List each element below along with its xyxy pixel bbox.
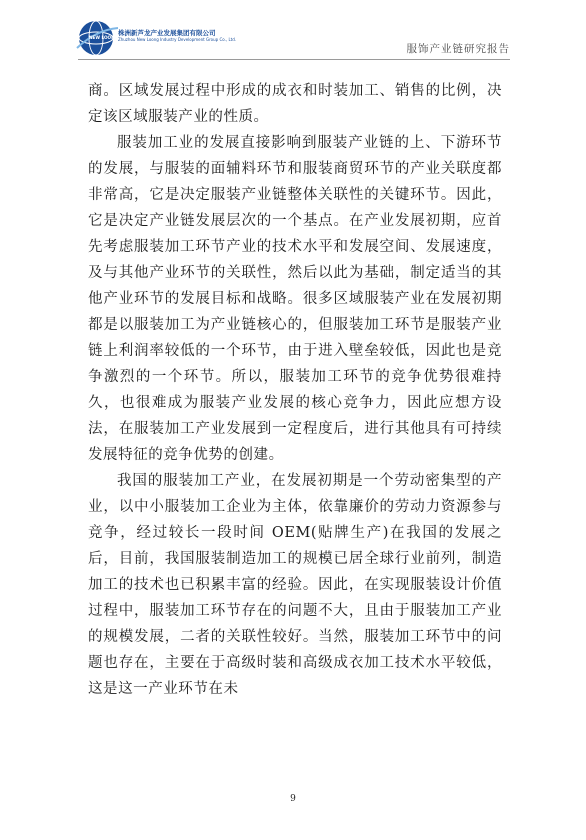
report-title: 服饰产业链研究报告 [406, 43, 510, 55]
header-divider [78, 59, 510, 60]
document-body [88, 78, 502, 702]
paragraph-china-processing-industry: 我国的服装加工产业，在发展初期是一个劳动密集型的产业，以中小服装加工企业为主体，依靠廉价的劳动力资源参与竞争，经过较长一段时间 OEM(贴牌生产)在我国的发展之后，目前，我国服装制造加工的规模已居全球行业前列，制造加工的技术也已积累丰富的经验。因此，在实现服装设计价值过程中，服装加工环节存在的问题不大，且由于服装加工产业的规模发展，二者的关联性较好。当然，服装加工环节中的问题也存在，主要在于高级时装和高级成衣加工技术水平较低，这是这一产业环节在未 [88, 473, 502, 697]
globe-logo-icon [74, 18, 137, 60]
paragraph-garment-processing: 服装加工业的发展直接影响到服装产业链的上、下游环节的发展，与服装的面辅料环节和服装商贸环节的产业关联度都非常高，它是决定服装产业链整体关联性的关键环节。因此，它是决定产业链发展层次的一个基点。在产业发展初期，应首先考虑服装加工环节产业的技术水平和发展空间、发展速度，及与其他产业环节的关联性，然后以此为基础，制定适当的其他产业环节的发展目标和战略。很多区域服装产业在发展初期都是以服装加工为产业链核心的，但服装加工环节是服装产业链上利润率较低的一个环节，由于进入壁垒较低，因此也是竞争激烈的一个环节。所以，服装加工环节的竞争优势很难持久，也很难成为服装产业发展的核心竞争力，因此应想方设法，在服装加工产业发展到一定程度后，进行其他具有可持续发展特征的竞争优势的创建。 [88, 135, 502, 463]
page-number: 9 [290, 794, 296, 804]
company-logo-icon [74, 18, 137, 60]
company-name-block [118, 29, 236, 43]
logo-lettering: NEW LOONG GROUP [89, 35, 137, 40]
company-name-cn: 株洲新芦龙产业发展集团有限公司 [118, 29, 216, 37]
company-name-en: Zhuzhou New Loong Industry Development Group Co., Ltd. [118, 37, 237, 42]
page-header [0, 0, 586, 64]
paragraph-continuation: 商。区域发展过程中形成的成衣和时装加工、销售的比例，决定该区域服装产业的性质。 [88, 83, 502, 125]
